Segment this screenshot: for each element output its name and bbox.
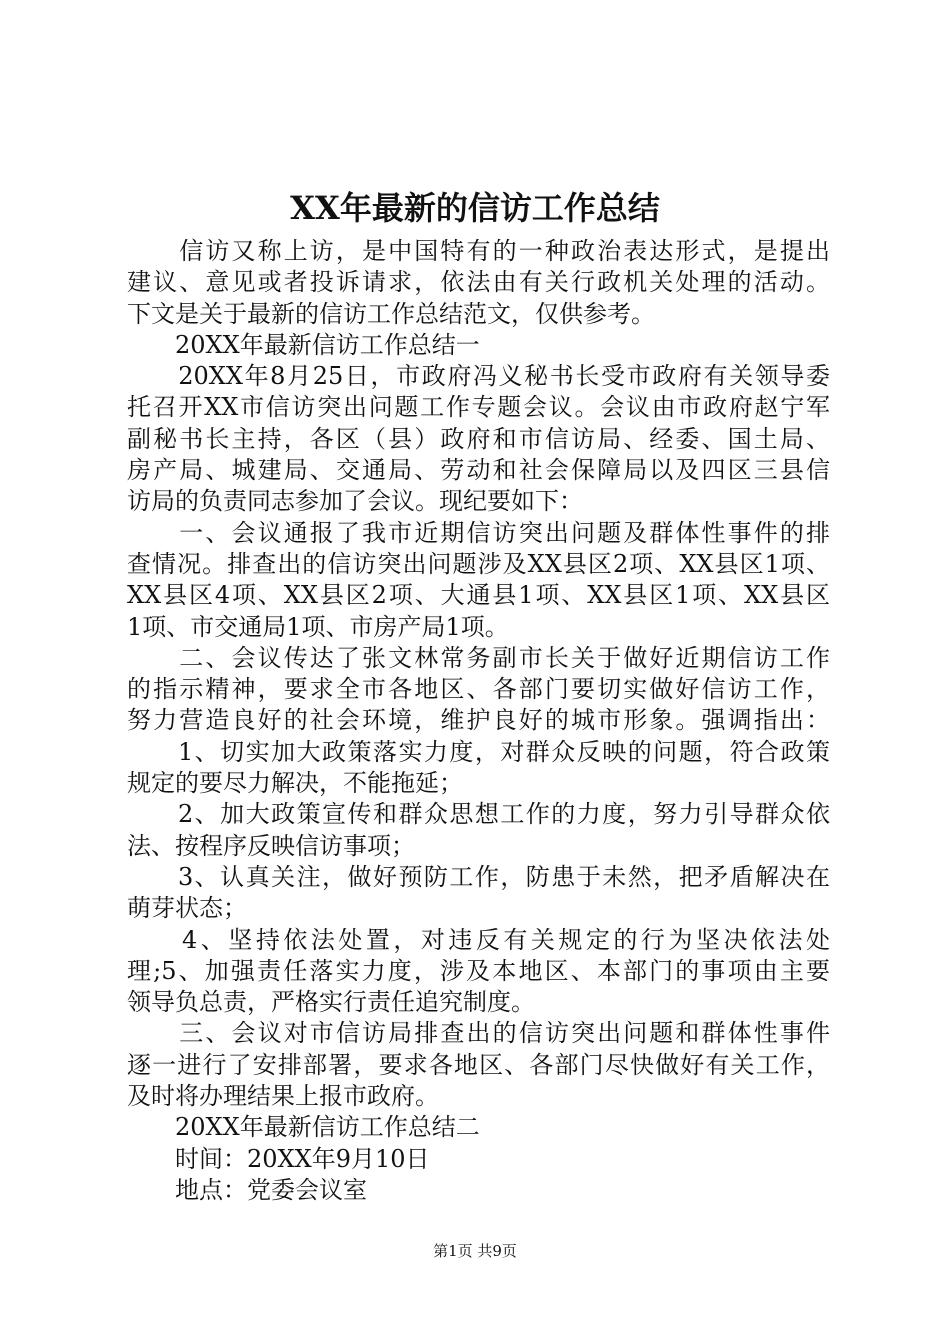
body-line: 一、会议通报了我市近期信访突出问题及群体性事件的排: [127, 518, 830, 547]
body-line: 法、按程序反映信访事项；: [127, 831, 415, 860]
body-line: XX县区4项、XX县区2项、大通县1项、XX县区1项、XX县区: [127, 581, 830, 610]
body-line: 20XX年8月25日，市政府冯义秘书长受市政府有关领导委: [127, 362, 830, 391]
body-line: 三、会议对市信访局排查出的信访突出问题和群体性事件: [127, 1019, 830, 1048]
body-line: 3、认真关注，做好预防工作，防患于未然，把矛盾解决在: [127, 862, 830, 891]
body-line: 努力营造良好的社会环境，维护良好的城市形象。强调指出：: [127, 706, 830, 735]
body-line: 建议、意见或者投诉请求，依法由有关行政机关处理的活动。: [127, 268, 830, 297]
body-line: 1项、市交通局1项、市房产局1项。: [127, 612, 509, 641]
body-line: 20XX年最新信访工作总结二: [127, 1113, 480, 1142]
page-footer: 第1页 共9页: [433, 1242, 517, 1260]
document-title: XX年最新的信访工作总结: [290, 189, 660, 227]
body-line: 二、会议传达了张文林常务副市长关于做好近期信访工作: [127, 643, 830, 672]
body-line: 及时将办理结果上报市政府。: [127, 1082, 439, 1111]
body-line: 下文是关于最新的信访工作总结范文，仅供参考。: [127, 299, 655, 328]
body-line: 20XX年最新信访工作总结一: [127, 330, 480, 359]
body-line: 托召开XX市信访突出问题工作专题会议。会议由市政府赵宁军: [127, 393, 830, 422]
document-body: [127, 236, 830, 1206]
body-line: 房产局、城建局、交通局、劳动和社会保障局以及四区三县信: [127, 456, 830, 485]
body-line: 副秘书长主持，各区（县）政府和市信访局、经委、国土局、: [127, 424, 830, 453]
body-line: 规定的要尽力解决，不能拖延；: [127, 769, 463, 798]
body-line: 领导负总责，严格实行责任追究制度。: [127, 988, 535, 1017]
body-line: 1、切实加大政策落实力度，对群众反映的问题，符合政策: [127, 737, 830, 766]
body-line: 4、坚持依法处置，对违反有关规定的行为坚决依法处: [127, 925, 830, 954]
body-line: 查情况。排查出的信访突出问题涉及XX县区2项、XX县区1项、: [127, 549, 830, 578]
body-line: 理;5、加强责任落实力度，涉及本地区、本部门的事项由主要: [127, 956, 830, 985]
body-line: 地点：党委会议室: [127, 1175, 367, 1204]
body-line: 逐一进行了安排部署，要求各地区、各部门尽快做好有关工作，: [127, 1050, 830, 1079]
body-line: 信访又称上访，是中国特有的一种政治表达形式，是提出: [127, 237, 830, 265]
body-line: 访局的负责同志参加了会议。现纪要如下：: [127, 487, 583, 516]
body-line: 的指示精神，要求全市各地区、各部门要切实做好信访工作，: [127, 675, 830, 704]
body-line: 萌芽状态；: [127, 894, 247, 923]
body-line: 时间：20XX年9月10日: [127, 1144, 430, 1173]
body-line: 2、加大政策宣传和群众思想工作的力度，努力引导群众依: [127, 800, 830, 829]
